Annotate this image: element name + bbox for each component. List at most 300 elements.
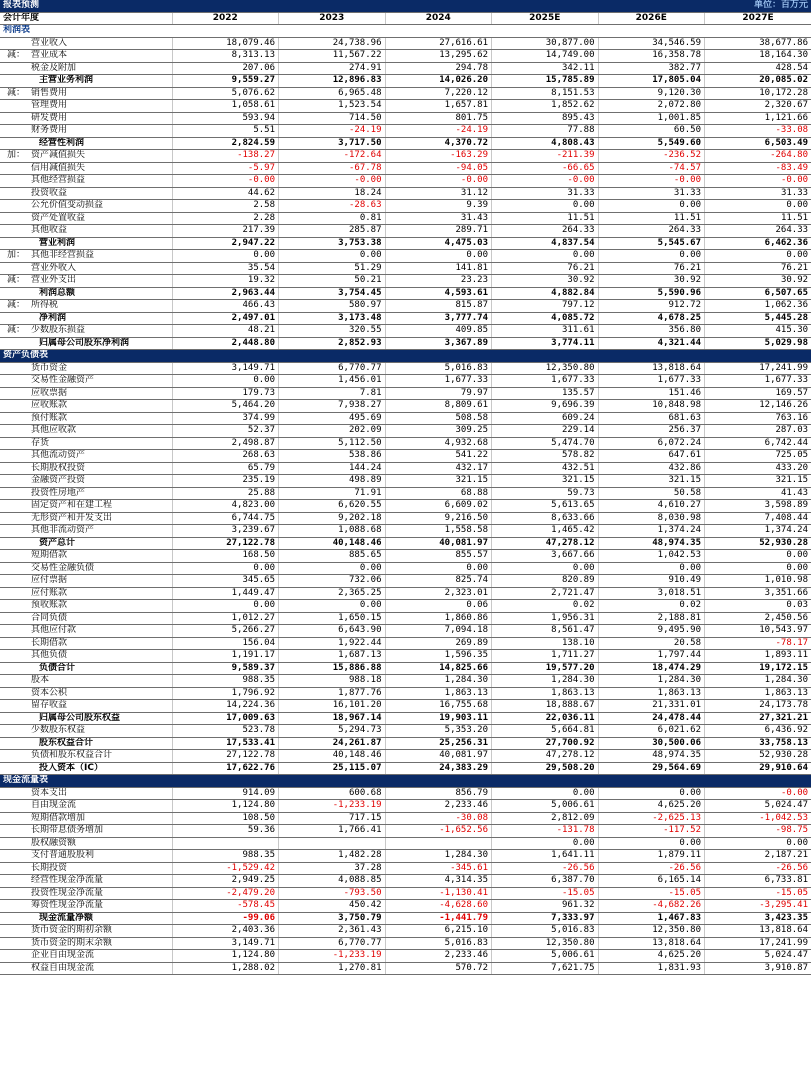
value-cell: 31.43	[385, 212, 492, 225]
table-row	[0, 137, 811, 150]
value-cell: 12,350.80	[598, 925, 705, 938]
value-cell	[385, 837, 492, 850]
value-cell: 6,609.02	[385, 500, 492, 513]
table-row	[0, 375, 811, 388]
value-cell: 5,445.28	[705, 312, 811, 325]
value-cell: -117.52	[598, 825, 705, 838]
row-label	[0, 687, 172, 700]
value-cell: 77.88	[492, 125, 599, 138]
value-cell: 18,164.30	[705, 50, 811, 63]
value-cell: 76.21	[705, 262, 811, 275]
value-cell: 0.00	[172, 375, 279, 388]
row-label	[0, 537, 172, 550]
table-row	[0, 875, 811, 888]
value-cell: 50.58	[598, 487, 705, 500]
value-cell: 5,024.47	[705, 800, 811, 813]
value-cell: 498.89	[279, 475, 386, 488]
value-cell: 1,124.80	[172, 800, 279, 813]
value-cell: 3,667.66	[492, 550, 599, 563]
value-cell: 3,910.87	[705, 962, 811, 975]
value-cell: 0.00	[492, 200, 599, 213]
row-prefix: 减：	[7, 275, 26, 285]
table-row	[0, 50, 811, 63]
table-row	[0, 837, 811, 850]
value-cell: 3,753.38	[279, 237, 386, 250]
value-cell: 12,896.83	[279, 75, 386, 88]
value-cell: 433.20	[705, 462, 811, 475]
value-cell: 8,030.98	[598, 512, 705, 525]
value-cell: 717.15	[279, 812, 386, 825]
value-cell: 13,818.64	[705, 925, 811, 938]
row-name: 资产减值损失	[31, 150, 86, 160]
value-cell: 0.00	[492, 250, 599, 263]
value-cell: -78.17	[705, 637, 811, 650]
value-cell: 22,036.11	[492, 712, 599, 725]
value-cell: 1,062.36	[705, 300, 811, 313]
table-row	[0, 125, 811, 138]
value-cell: 2,403.36	[172, 925, 279, 938]
row-name: 营业收入	[31, 37, 68, 48]
value-cell: 8,633.66	[492, 512, 599, 525]
value-cell: 6,744.75	[172, 512, 279, 525]
value-cell: 35.54	[172, 262, 279, 275]
row-prefix: 减：	[7, 300, 26, 310]
value-cell: 1,042.53	[598, 550, 705, 563]
value-cell: 2,448.80	[172, 337, 279, 350]
value-cell: 0.00	[598, 837, 705, 850]
value-cell: 1,831.93	[598, 962, 705, 975]
value-cell: 6,770.77	[279, 937, 386, 950]
value-cell: 79.97	[385, 387, 492, 400]
value-cell: 25,256.31	[385, 737, 492, 750]
value-cell: 0.00	[172, 562, 279, 575]
value-cell: 18,474.29	[598, 662, 705, 675]
value-cell: 432.51	[492, 462, 599, 475]
value-cell: 18.24	[279, 187, 386, 200]
row-label	[0, 937, 172, 950]
row-name: 少数股东损益	[31, 325, 86, 335]
table-row	[0, 100, 811, 113]
value-cell: 2,721.47	[492, 587, 599, 600]
table-row	[0, 812, 811, 825]
row-label	[0, 625, 172, 638]
value-cell: 6,503.49	[705, 137, 811, 150]
value-cell: 961.32	[492, 900, 599, 913]
value-cell: 24,738.96	[279, 37, 386, 50]
row-label	[0, 925, 172, 938]
value-cell: 538.86	[279, 450, 386, 463]
value-cell: 0.81	[279, 212, 386, 225]
row-label	[0, 275, 172, 288]
year-header: 2026E	[598, 12, 705, 25]
value-cell: 10,848.98	[598, 400, 705, 413]
table-row	[0, 612, 811, 625]
value-cell: -1,042.53	[705, 812, 811, 825]
value-cell: 1,482.28	[279, 850, 386, 863]
value-cell: 495.69	[279, 412, 386, 425]
value-cell: 19,577.20	[492, 662, 599, 675]
row-label	[0, 362, 172, 375]
row-name: 长期借款	[31, 637, 68, 648]
value-cell: 8,313.13	[172, 50, 279, 63]
value-cell: 2,323.01	[385, 587, 492, 600]
value-cell: 895.43	[492, 112, 599, 125]
table-row	[0, 300, 811, 313]
value-cell: 17,622.76	[172, 762, 279, 775]
value-cell: 169.57	[705, 387, 811, 400]
value-cell: 1,766.41	[279, 825, 386, 838]
value-cell: 15,886.88	[279, 662, 386, 675]
row-label	[0, 75, 172, 88]
value-cell: 4,625.20	[598, 800, 705, 813]
table-row	[0, 412, 811, 425]
value-cell: 3,777.74	[385, 312, 492, 325]
value-cell: 4,625.20	[598, 950, 705, 963]
value-cell: 48,974.35	[598, 750, 705, 763]
row-name: 应收账款	[31, 400, 68, 410]
table-row	[0, 500, 811, 513]
value-cell: 0.00	[279, 600, 386, 613]
row-name: 其他应收款	[31, 425, 77, 435]
value-cell: 797.12	[492, 300, 599, 313]
value-cell: 31.33	[705, 187, 811, 200]
table-row	[0, 737, 811, 750]
value-cell: 289.71	[385, 225, 492, 238]
table-row	[0, 937, 811, 950]
value-cell: 40,081.97	[385, 750, 492, 763]
value-cell: 40,081.97	[385, 537, 492, 550]
value-cell: 138.10	[492, 637, 599, 650]
value-cell: 11.51	[705, 212, 811, 225]
value-cell: 14,224.36	[172, 700, 279, 713]
value-cell: -578.45	[172, 900, 279, 913]
value-cell: -163.29	[385, 150, 492, 163]
value-cell: 3,351.66	[705, 587, 811, 600]
value-cell: 27,700.92	[492, 737, 599, 750]
row-label	[0, 87, 172, 100]
value-cell: -24.19	[385, 125, 492, 138]
table-row	[0, 450, 811, 463]
value-cell: 1,523.54	[279, 100, 386, 113]
row-name: 投资性房地产	[31, 487, 86, 498]
table-row	[0, 187, 811, 200]
table-row	[0, 650, 811, 663]
value-cell: 3,239.67	[172, 525, 279, 538]
value-cell: 24,261.87	[279, 737, 386, 750]
value-cell: 409.85	[385, 325, 492, 338]
value-cell: 1,449.47	[172, 587, 279, 600]
value-cell: 285.87	[279, 225, 386, 238]
value-cell: 19,903.11	[385, 712, 492, 725]
value-cell: 108.50	[172, 812, 279, 825]
value-cell: 51.29	[279, 262, 386, 275]
value-cell: 47,278.12	[492, 750, 599, 763]
value-cell: 6,436.92	[705, 725, 811, 738]
value-cell: 256.37	[598, 425, 705, 438]
row-label	[0, 912, 172, 925]
table-row	[0, 687, 811, 700]
value-cell: 268.63	[172, 450, 279, 463]
row-name: 少数股东权益	[31, 725, 86, 735]
row-label	[0, 575, 172, 588]
value-cell: 2,233.46	[385, 950, 492, 963]
row-name: 投资性现金净流量	[31, 887, 104, 898]
value-cell: 0.00	[492, 837, 599, 850]
value-cell: -99.06	[172, 912, 279, 925]
value-cell: 2,824.59	[172, 137, 279, 150]
value-cell: 0.00	[705, 550, 811, 563]
table-row	[0, 425, 811, 438]
value-cell: 320.55	[279, 325, 386, 338]
value-cell: 0.00	[598, 250, 705, 263]
value-cell: 179.73	[172, 387, 279, 400]
row-name: 交易性金融负债	[31, 562, 95, 573]
value-cell: 1,058.61	[172, 100, 279, 113]
value-cell: 9,589.37	[172, 662, 279, 675]
row-name: 财务费用	[31, 125, 68, 135]
row-name: 自由现金流	[31, 800, 77, 810]
value-cell: 356.80	[598, 325, 705, 338]
value-cell: 6,733.81	[705, 875, 811, 888]
value-cell: 1,863.13	[385, 687, 492, 700]
value-cell: 855.57	[385, 550, 492, 563]
value-cell: 311.61	[492, 325, 599, 338]
value-cell: 1,677.33	[492, 375, 599, 388]
table-row	[0, 712, 811, 725]
value-cell: 65.79	[172, 462, 279, 475]
value-cell: 1,797.44	[598, 650, 705, 663]
value-cell: 10,172.28	[705, 87, 811, 100]
value-cell: 5,024.47	[705, 950, 811, 963]
value-cell: 38,677.86	[705, 37, 811, 50]
value-cell: -0.00	[172, 175, 279, 188]
table-row	[0, 150, 811, 163]
value-cell: 432.86	[598, 462, 705, 475]
value-cell: 1,863.13	[705, 687, 811, 700]
value-cell: 725.05	[705, 450, 811, 463]
row-label	[0, 887, 172, 900]
value-cell: 1,288.02	[172, 962, 279, 975]
value-cell: -83.49	[705, 162, 811, 175]
value-cell: 0.00	[598, 200, 705, 213]
value-cell: 2.28	[172, 212, 279, 225]
value-cell: 151.46	[598, 387, 705, 400]
row-name: 货币资金的期初余额	[31, 925, 113, 935]
row-name: 信用减值损失	[31, 162, 86, 173]
value-cell: 1,677.33	[385, 375, 492, 388]
value-cell: 1,657.81	[385, 100, 492, 113]
value-cell: 30.92	[598, 275, 705, 288]
value-cell: -0.00	[598, 175, 705, 188]
row-name: 投资收益	[31, 187, 68, 198]
row-label	[0, 787, 172, 800]
value-cell: 29,910.64	[705, 762, 811, 775]
value-cell: -26.56	[705, 862, 811, 875]
value-cell: -33.08	[705, 125, 811, 138]
value-cell: 1,677.33	[705, 375, 811, 388]
table-row	[0, 887, 811, 900]
table-row	[0, 762, 811, 775]
value-cell: 52,930.28	[705, 537, 811, 550]
value-cell: 1,124.80	[172, 950, 279, 963]
value-cell: 13,818.64	[598, 937, 705, 950]
table-row	[0, 275, 811, 288]
value-cell: 609.24	[492, 412, 599, 425]
value-cell: 24,478.44	[598, 712, 705, 725]
value-cell: 1,121.66	[705, 112, 811, 125]
value-cell: 3,750.79	[279, 912, 386, 925]
value-cell: -1,130.41	[385, 887, 492, 900]
value-cell: 3,367.89	[385, 337, 492, 350]
value-cell: 19,172.15	[705, 662, 811, 675]
value-cell: 4,678.25	[598, 312, 705, 325]
row-label	[0, 750, 172, 763]
row-label	[0, 662, 172, 675]
row-name: 负债和股东权益合计	[31, 750, 113, 760]
row-label	[0, 875, 172, 888]
table-row	[0, 437, 811, 450]
value-cell: 27,321.21	[705, 712, 811, 725]
value-cell: -1,233.19	[279, 950, 386, 963]
value-cell: 0.00	[492, 787, 599, 800]
value-cell: 9,120.30	[598, 87, 705, 100]
value-cell: 9,202.18	[279, 512, 386, 525]
value-cell: 6,507.65	[705, 287, 811, 300]
value-cell: 5,016.83	[385, 362, 492, 375]
value-cell: 264.33	[705, 225, 811, 238]
value-cell: 4,610.27	[598, 500, 705, 513]
row-name: 其他负债	[31, 650, 68, 660]
value-cell: 15,785.89	[492, 75, 599, 88]
section-title: 现金流量表	[0, 775, 811, 788]
value-cell: 264.33	[598, 225, 705, 238]
value-cell: 2.58	[172, 200, 279, 213]
value-cell: 5,006.61	[492, 950, 599, 963]
value-cell: -1,233.19	[279, 800, 386, 813]
table-row	[0, 75, 811, 88]
value-cell: 294.78	[385, 62, 492, 75]
value-cell: 3,173.48	[279, 312, 386, 325]
value-cell: 345.65	[172, 575, 279, 588]
value-cell: 578.82	[492, 450, 599, 463]
value-cell: -15.05	[705, 887, 811, 900]
value-cell: 144.24	[279, 462, 386, 475]
value-cell: 10,543.97	[705, 625, 811, 638]
value-cell: 1,270.81	[279, 962, 386, 975]
table-row	[0, 912, 811, 925]
value-cell: 16,101.20	[279, 700, 386, 713]
value-cell: 6,462.36	[705, 237, 811, 250]
value-cell: -1,441.79	[385, 912, 492, 925]
year-header: 2024	[385, 12, 492, 25]
table-row	[0, 462, 811, 475]
value-cell: 5,464.20	[172, 400, 279, 413]
value-cell: 0.00	[492, 562, 599, 575]
value-cell: 3,423.35	[705, 912, 811, 925]
row-label	[0, 287, 172, 300]
row-label	[0, 500, 172, 513]
value-cell: 44.62	[172, 187, 279, 200]
row-name: 长期投资	[31, 862, 68, 873]
section-header	[0, 775, 811, 788]
value-cell: -236.52	[598, 150, 705, 163]
row-name: 营业成本	[31, 50, 68, 60]
value-cell: 17,241.99	[705, 362, 811, 375]
value-cell: 321.15	[705, 475, 811, 488]
value-cell: -0.00	[279, 175, 386, 188]
value-cell: 4,314.35	[385, 875, 492, 888]
value-cell: 1,284.30	[385, 675, 492, 688]
row-label	[0, 487, 172, 500]
value-cell: 4,593.61	[385, 287, 492, 300]
table-row	[0, 262, 811, 275]
table-row	[0, 512, 811, 525]
value-cell: 71.91	[279, 487, 386, 500]
value-cell: 6,387.70	[492, 875, 599, 888]
row-label	[0, 525, 172, 538]
row-name: 其他非流动资产	[31, 525, 95, 535]
value-cell: 593.94	[172, 112, 279, 125]
value-cell: 910.49	[598, 575, 705, 588]
value-cell: 29,508.20	[492, 762, 599, 775]
value-cell: 235.19	[172, 475, 279, 488]
value-cell: 0.00	[705, 250, 811, 263]
value-cell: 9,495.90	[598, 625, 705, 638]
row-label	[0, 450, 172, 463]
value-cell: 0.02	[598, 600, 705, 613]
value-cell: 0.00	[172, 250, 279, 263]
value-cell: 4,882.84	[492, 287, 599, 300]
row-label	[0, 812, 172, 825]
value-cell: -2,479.20	[172, 887, 279, 900]
value-cell: 309.25	[385, 425, 492, 438]
table-row	[0, 825, 811, 838]
row-label	[0, 50, 172, 63]
value-cell: 76.21	[492, 262, 599, 275]
value-cell: 1,852.62	[492, 100, 599, 113]
value-cell: 1,010.98	[705, 575, 811, 588]
value-cell: -2,625.13	[598, 812, 705, 825]
value-cell: 428.54	[705, 62, 811, 75]
table-row	[0, 950, 811, 963]
value-cell: 11,567.22	[279, 50, 386, 63]
value-cell: 2,498.87	[172, 437, 279, 450]
value-cell: 1,596.35	[385, 650, 492, 663]
value-cell: 815.87	[385, 300, 492, 313]
row-name: 存货	[31, 437, 50, 448]
value-cell: 17,009.63	[172, 712, 279, 725]
table-row	[0, 112, 811, 125]
table-row	[0, 325, 811, 338]
value-cell: 18,888.67	[492, 700, 599, 713]
value-cell: 4,808.43	[492, 137, 599, 150]
value-cell: 4,321.44	[598, 337, 705, 350]
row-name: 利润总额	[39, 287, 76, 298]
table-row	[0, 562, 811, 575]
value-cell: 6,021.62	[598, 725, 705, 738]
fiscal-year-label: 会计年度	[0, 12, 172, 25]
row-prefix: 减：	[7, 87, 26, 98]
value-cell: 34,546.59	[598, 37, 705, 50]
table-row	[0, 37, 811, 50]
row-label	[0, 862, 172, 875]
row-name: 管理费用	[31, 100, 68, 110]
value-cell: 1,467.83	[598, 912, 705, 925]
header-row	[0, 12, 811, 25]
value-cell: -5.97	[172, 162, 279, 175]
value-cell: 2,233.46	[385, 800, 492, 813]
row-label	[0, 225, 172, 238]
